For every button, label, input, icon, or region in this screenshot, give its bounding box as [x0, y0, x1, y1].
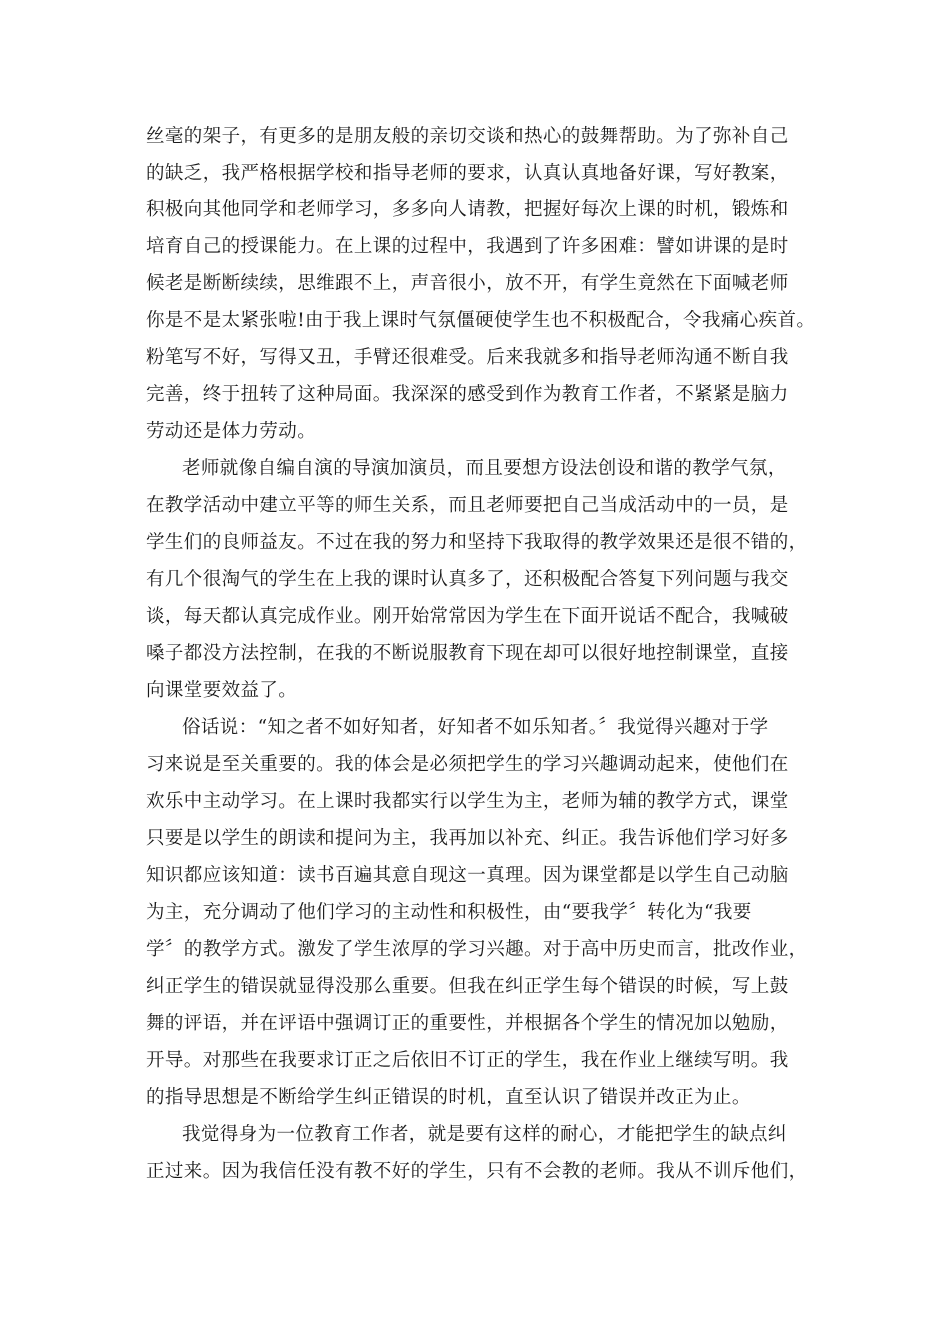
text-line: 你是不是太紧张啦!由于我上课时气氛僵硬使学生也不积极配合，令我痛心疾首。 — [146, 310, 816, 331]
text-line: 舞的评语，并在评语中强调订正的重要性，并根据各个学生的情况加以勉励， — [146, 1013, 789, 1034]
text-line: 有几个很淘气的学生在上我的课时认真多了，还积极配合答复下列问题与我交 — [146, 569, 789, 590]
text-line: 的指导思想是不断给学生纠正错误的时机，直至认识了错误并改正为止。 — [146, 1087, 751, 1108]
text-line: 完善，终于扭转了这种局面。我深深的感受到作为教育工作者，不紧紧是脑力 — [146, 384, 789, 405]
text-line: 欢乐中主动学习。在上课时我都实行以学生为主，老师为辅的教学方式，课堂 — [146, 791, 789, 812]
text-line: 俗话说：“知之者不如好知者，好知者不如乐知者。〞我觉得兴趣对于学 — [182, 717, 769, 738]
text-line: 习来说是至关重要的。我的体会是必须把学生的学习兴趣调动起来，使他们在 — [146, 754, 789, 775]
text-line: 学〞的教学方式。激发了学生浓厚的学习兴趣。对于高中历史而言，批改作业， — [146, 939, 808, 960]
text-line: 纠正学生的错误就显得没那么重要。但我在纠正学生每个错误的时候，写上鼓 — [146, 976, 789, 997]
text-line: 候老是断断续续，思维跟不上，声音很小，放不开，有学生竟然在下面喊老师 — [146, 273, 789, 294]
text-line: 培育自己的授课能力。在上课的过程中，我遇到了许多困难：譬如讲课的是时 — [146, 236, 789, 257]
text-line: 谈，每天都认真完成作业。刚开始常常因为学生在下面开说话不配合，我喊破 — [146, 606, 789, 627]
text-line: 为主，充分调动了他们学习的主动性和积极性，由“要我学〞转化为“我要 — [146, 902, 752, 923]
text-line: 只要是以学生的朗读和提问为主，我再加以补充、纠正。我告诉他们学习好多 — [146, 828, 789, 849]
text-line: 正过来。因为我信任没有教不好的学生，只有不会教的老师。我从不训斥他们， — [146, 1161, 808, 1182]
text-line: 嗓子都没方法控制，在我的不断说服教育下现在却可以很好地控制课堂，直接 — [146, 643, 789, 664]
text-line: 的缺乏，我严格根据学校和指导老师的要求，认真认真地备好课，写好教案， — [146, 163, 789, 184]
text-line: 向课堂要效益了。 — [146, 680, 298, 701]
text-line: 丝毫的架子，有更多的是朋友般的亲切交谈和热心的鼓舞帮助。为了弥补自己 — [146, 126, 789, 147]
text-line: 开导。对那些在我要求订正之后依旧不订正的学生，我在作业上继续写明。我 — [146, 1050, 789, 1071]
text-line: 知识都应该知道：读书百遍其意自现这一真理。因为课堂都是以学生自己动脑 — [146, 865, 789, 886]
text-line: 劳动还是体力劳动。 — [146, 421, 317, 442]
text-line: 积极向其他同学和老师学习，多多向人请教，把握好每次上课的时机，锻炼和 — [146, 199, 789, 220]
text-line: 粉笔写不好，写得又丑，手臂还很难受。后来我就多和指导老师沟通不断自我 — [146, 347, 789, 368]
text-line: 老师就像自编自演的导演加演员，而且要想方设法创设和谐的教学气氛， — [182, 458, 787, 479]
text-line: 学生们的良师益友。不过在我的努力和坚持下我取得的教学效果还是很不错的， — [146, 532, 808, 553]
text-line: 在教学活动中建立平等的师生关系，而且老师要把自己当成活动中的一员，是 — [146, 495, 789, 516]
text-line: 我觉得身为一位教育工作者，就是要有这样的耐心，才能把学生的缺点纠 — [182, 1124, 787, 1145]
